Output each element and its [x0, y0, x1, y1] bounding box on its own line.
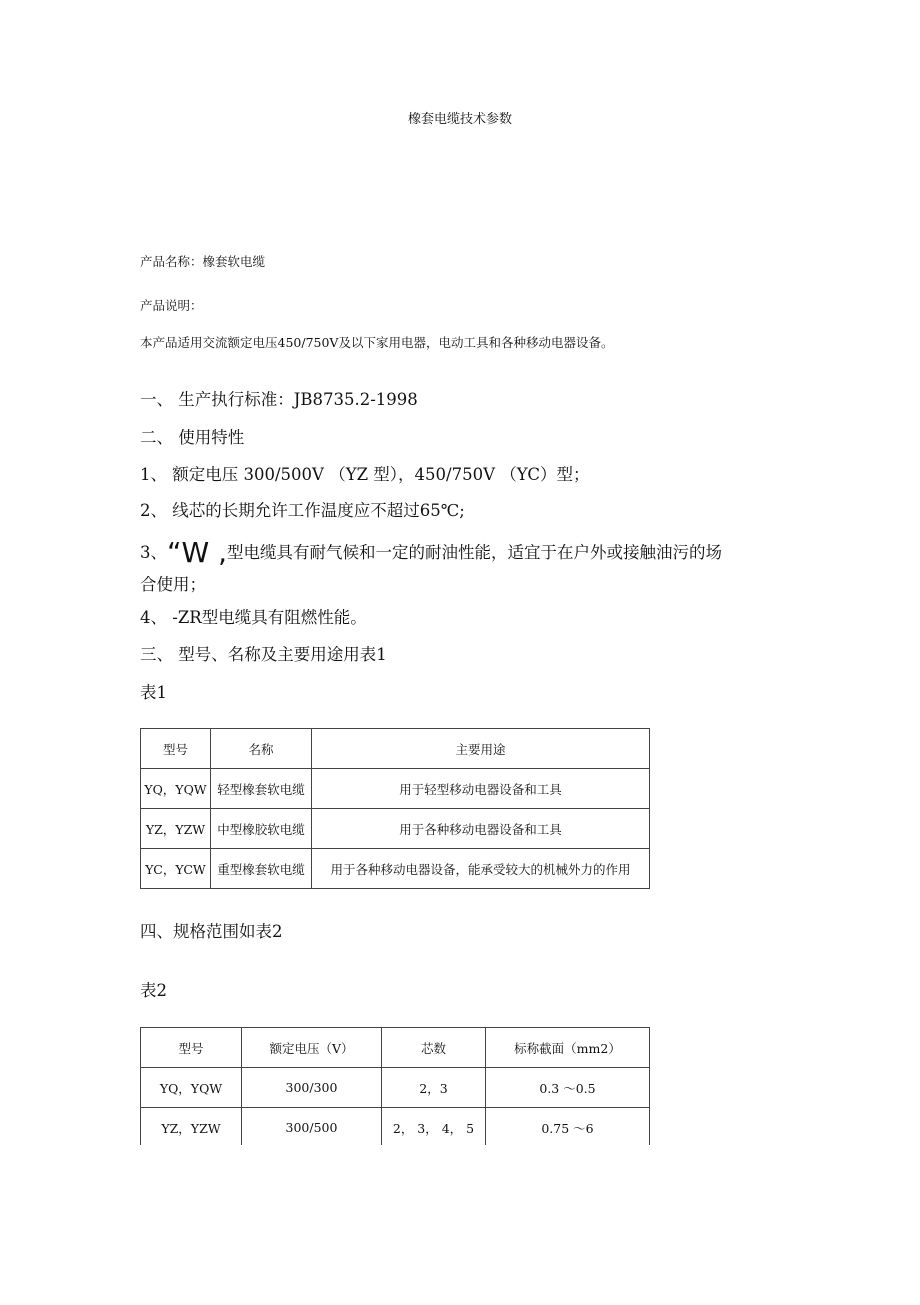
product-desc: 本产品适用交流额定电压450/750V及以下家用电器，电动工具和各种移动电器设备。	[140, 335, 614, 350]
section-specs: 四、规格范围如表2	[140, 922, 283, 941]
product-desc-label: 产品说明：	[140, 298, 203, 313]
header-cell: 标称截面（mm2）	[486, 1028, 650, 1068]
table-cell: YZ，YZW	[141, 809, 211, 849]
table-cell: 0.75 〜6	[486, 1108, 650, 1148]
table-cell: 轻型橡套软电缆	[211, 769, 312, 809]
table-cell: 0.3 〜0.5	[486, 1068, 650, 1108]
table1-label: 表1	[140, 683, 167, 702]
section-standard: 一、 生产执行标准：JB8735.2-1998	[140, 390, 418, 409]
header-cell: 型号	[141, 1028, 242, 1068]
usage-item-3-glyph: “W ,	[167, 536, 227, 569]
table-cell: 用于各种移动电器设备和工具	[312, 809, 650, 849]
usage-item-3-prefix: 3、	[140, 543, 167, 562]
table-cell: YQ，YQW	[141, 769, 211, 809]
product-name: 产品名称：橡套软电缆	[140, 254, 266, 269]
usage-item-3-continued: 合使用；	[140, 575, 206, 594]
table-row	[141, 1108, 650, 1148]
table-row	[141, 1068, 650, 1108]
page-cutoff	[138, 1145, 658, 1305]
usage-item-3	[140, 535, 722, 569]
table-cell: 2， 3， 4， 5	[382, 1108, 486, 1148]
table-cell: 300/300	[242, 1068, 382, 1108]
table-header-row	[141, 729, 650, 769]
table-cell: 2，3	[382, 1068, 486, 1108]
section-usage: 二、 使用特性	[140, 428, 245, 447]
table-cell: YZ，YZW	[141, 1108, 242, 1148]
table-row	[141, 809, 650, 849]
table-cell: YC，YCW	[141, 849, 211, 889]
header-cell: 额定电压（V）	[242, 1028, 382, 1068]
header-cell: 芯数	[382, 1028, 486, 1068]
table-cell: 用于轻型移动电器设备和工具	[312, 769, 650, 809]
document-title: 橡套电缆技术参数	[407, 112, 512, 127]
table-header-row	[141, 1028, 650, 1068]
usage-item-1: 1、 额定电压 300/500V （YZ 型），450/750V （YC）型；	[140, 465, 590, 484]
table-cell: 中型橡胶软电缆	[211, 809, 312, 849]
table-row	[141, 769, 650, 809]
header-cell: 名称	[211, 729, 312, 769]
table-cell: 重型橡套软电缆	[211, 849, 312, 889]
usage-item-2: 2、 线芯的长期允许工作温度应不超过65℃;	[140, 501, 465, 520]
table-row	[141, 849, 650, 889]
header-cell: 型号	[141, 729, 211, 769]
header-cell: 主要用途	[312, 729, 650, 769]
table-cell: YQ，YQW	[141, 1068, 242, 1108]
table2-label: 表2	[140, 981, 167, 1000]
table-cell: 用于各种移动电器设备，能承受较大的机械外力的作用	[312, 849, 650, 889]
table-models	[140, 728, 650, 889]
usage-item-4: 4、 -ZR型电缆具有阻燃性能。	[140, 608, 367, 627]
usage-item-3-text: 型电缆具有耐气候和一定的耐油性能，适宜于在户外或接触油污的场	[227, 543, 722, 562]
table-cell: 300/500	[242, 1108, 382, 1148]
section-models: 三、 型号、名称及主要用途用表1	[140, 645, 387, 664]
